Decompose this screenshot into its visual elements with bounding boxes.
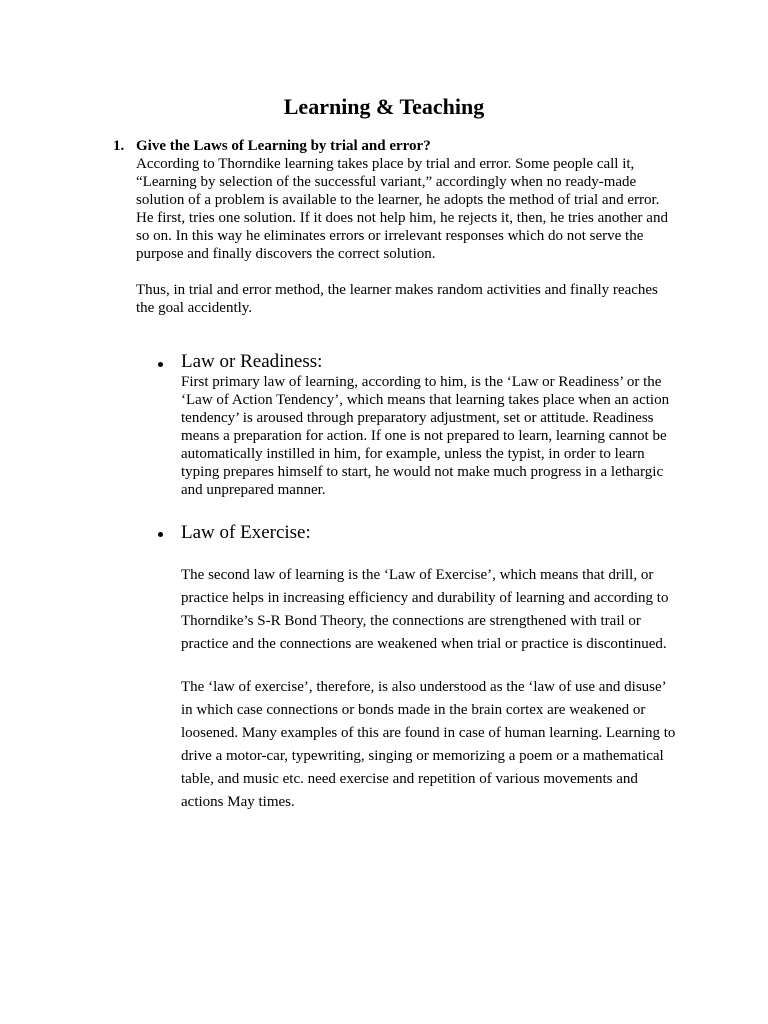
text-line: automatically instilled in him, for example, unless the typist, in order to learn xyxy=(181,446,645,462)
text-line: The second law of learning is the ‘Law of Exercise’, which means that drill, or xyxy=(181,567,654,583)
text-line: ‘Law of Action Tendency’, which means that learning takes place when an action xyxy=(181,392,670,408)
paragraph xyxy=(181,564,668,656)
text-line: purpose and finally discovers the correct solution. xyxy=(136,246,436,262)
text-line: in which case connections or bonds made in the brain cortex are weakened or xyxy=(181,702,646,718)
text-line: solution of a problem is available to the learner, he adopts the method of trial and error. xyxy=(136,192,660,208)
text-line: so on. In this way he eliminates errors or irrelevant responses which do not serve the xyxy=(136,228,644,244)
text-line: tendency’ is aroused through preparatory adjustment, set or attitude. Readiness xyxy=(181,410,654,426)
text-line: table, and music etc. need exercise and repetition of various movements and xyxy=(181,771,638,787)
text-line: practice helps in increasing efficiency and durability of learning and according to xyxy=(181,590,669,606)
text-line: the goal accidently. xyxy=(136,300,253,316)
bullet-icon xyxy=(158,362,163,367)
text-line: First primary law of learning, according to him, is the ‘Law or Readiness’ or the xyxy=(181,374,662,390)
question-block xyxy=(136,137,668,317)
text-line: loosened. Many examples of this are found in case of human learning. Learning to xyxy=(181,725,676,741)
page-title: Learning & Teaching xyxy=(283,94,485,119)
text-line: and unprepared manner. xyxy=(181,482,326,498)
paragraph xyxy=(181,373,669,499)
text-line: Thorndike’s S-R Bond Theory, the connections are strengthened with trail or xyxy=(181,613,641,629)
paragraph xyxy=(136,281,668,317)
text-line: According to Thorndike learning takes place by trial and error. Some people call it, xyxy=(136,156,635,172)
text-line: means a preparation for action. If one is not prepared to learn, learning cannot be xyxy=(181,428,667,444)
bullet-icon xyxy=(158,532,163,537)
section-heading-law-of-exercise: Law of Exercise: xyxy=(181,522,311,543)
text-line: actions May times. xyxy=(181,794,295,810)
text-line: He first, tries one solution. If it does not help him, he rejects it, then, he tries another and xyxy=(136,210,668,226)
text-line: practice and the connections are weakened when trial or practice is discontinued. xyxy=(181,636,667,652)
question-heading: Give the Laws of Learning by trial and error? xyxy=(136,138,431,154)
text-line: “Learning by selection of the successful variant,” accordingly when no ready-made xyxy=(136,174,637,190)
section-heading-law-of-readiness: Law or Readiness: xyxy=(181,351,323,372)
paragraph xyxy=(181,676,675,814)
text-line: Thus, in trial and error method, the learner makes random activities and finally reaches xyxy=(136,282,658,298)
text-line: typing prepares himself to start, he would not make much progress in a lethargic xyxy=(181,464,664,480)
paragraph xyxy=(136,155,668,263)
text-line: The ‘law of exercise’, therefore, is also understood as the ‘law of use and disuse’ xyxy=(181,679,667,695)
question-number: 1. xyxy=(113,138,125,154)
text-line: drive a motor-car, typewriting, singing or memorizing a poem or a mathematical xyxy=(181,748,664,764)
